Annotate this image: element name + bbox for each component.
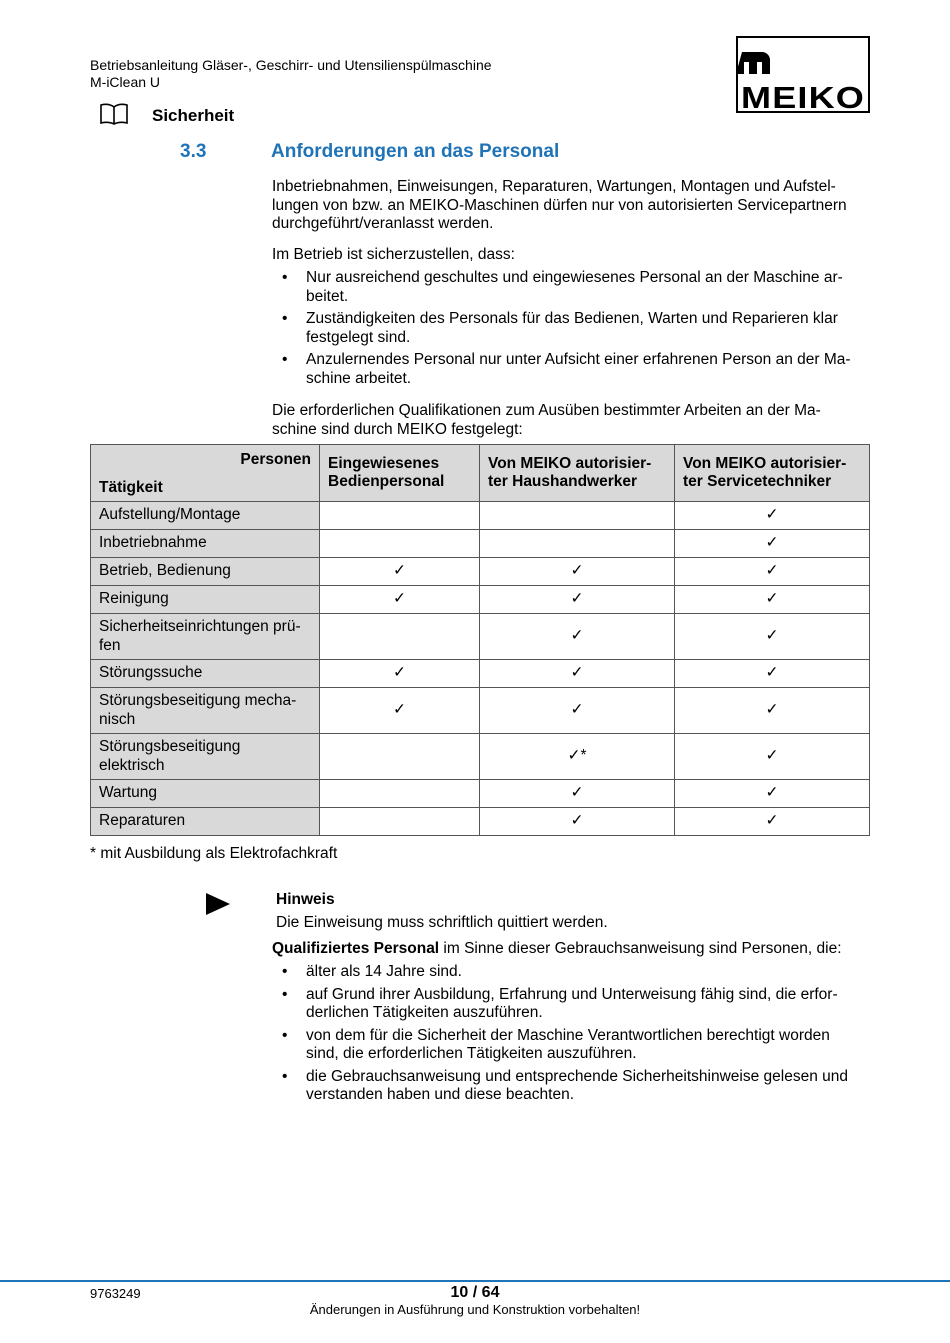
- note-title: Hinweis: [276, 891, 335, 908]
- qualification-cell: ✓*: [480, 734, 675, 780]
- note-text: Die Einweisung muss schriftlich quittiert werden.: [276, 914, 608, 931]
- qualification-cell: ✓: [320, 660, 480, 688]
- qualification-cell: ✓: [675, 614, 870, 660]
- list-item: • auf Grund ihrer Ausbildung, Erfahrung und Unterweisung fähig sind, die erfor- derlichen Tätigkeiten auszuführen.: [282, 985, 838, 1021]
- qualification-cell: ✓: [320, 688, 480, 734]
- table-row: [91, 530, 870, 558]
- qualification-cell: [320, 808, 480, 836]
- list-item: • Anzulernendes Personal nur unter Aufsicht einer erfahrenen Person an der Ma- schine arbeitet.: [282, 351, 851, 387]
- table-row: [91, 614, 870, 660]
- activity-cell: Störungsbeseitigung elektrisch: [91, 734, 320, 780]
- qualified-list: [272, 963, 872, 1109]
- qualification-cell: ✓: [675, 688, 870, 734]
- header-taetigkeit: Tätigkeit: [99, 478, 163, 496]
- table-row: [91, 502, 870, 530]
- footer-disclaimer: Änderungen in Ausführung und Konstruktion vorbehalten!: [309, 1302, 641, 1317]
- column-header: Von MEIKO autorisier- ter Haushandwerker: [480, 445, 675, 502]
- note-arrow-icon: [205, 892, 231, 921]
- qualification-cell: ✓: [320, 586, 480, 614]
- qualification-cell: ✓: [480, 808, 675, 836]
- qualification-cell: ✓: [675, 530, 870, 558]
- activity-cell: Reinigung: [91, 586, 320, 614]
- qualified-lead: [272, 940, 842, 959]
- table-row: [91, 586, 870, 614]
- activity-cell: Inbetriebnahme: [91, 530, 320, 558]
- chapter-number: 3.3: [180, 141, 207, 162]
- qualification-cell: [480, 530, 675, 558]
- qualification-cell: ✓: [675, 558, 870, 586]
- table-row: [91, 660, 870, 688]
- quali-lead: Die erforderlichen Qualifikationen zum Ausüben bestimmter Arbeiten an der Ma- schine sind durch MEIKO festgelegt:: [272, 402, 821, 438]
- table-row: [91, 780, 870, 808]
- meiko-logo: [736, 36, 870, 113]
- column-header: Von MEIKO autorisier- ter Servicetechniker: [675, 445, 870, 502]
- betrieb-list: [272, 269, 872, 392]
- intro-line: durchgeführt/veranlasst werden.: [272, 215, 494, 232]
- qualification-cell: ✓: [480, 780, 675, 808]
- qualification-cell: ✓: [675, 780, 870, 808]
- intro-line: lungen von bzw. an MEIKO-Maschinen dürfen nur von autorisierten Servicepartnern: [272, 196, 847, 214]
- qualification-cell: ✓: [675, 660, 870, 688]
- qualification-cell: ✓: [320, 558, 480, 586]
- qualification-cell: [480, 502, 675, 530]
- activity-cell: Sicherheitseinrichtungen prü- fen: [91, 614, 320, 660]
- table-row: [91, 808, 870, 836]
- qualification-cell: ✓: [480, 586, 675, 614]
- table-row: [91, 558, 870, 586]
- qualification-cell: ✓: [480, 688, 675, 734]
- qualified-term: Qualifiziertes Personal: [272, 940, 440, 957]
- activity-cell: Aufstellung/Montage: [91, 502, 320, 530]
- qualification-table: [90, 444, 870, 836]
- meiko-logo-mark: [738, 38, 868, 111]
- section-heading: Sicherheit: [152, 106, 235, 125]
- activity-cell: Störungssuche: [91, 660, 320, 688]
- activity-cell: Störungsbeseitigung mecha- nisch: [91, 688, 320, 734]
- qualification-cell: [320, 780, 480, 808]
- intro-line: Inbetriebnahmen, Einweisungen, Reparaturen, Wartungen, Montagen und Aufstel-: [272, 178, 836, 195]
- activity-cell: Betrieb, Bedienung: [91, 558, 320, 586]
- page-number: 10 / 64: [450, 1284, 500, 1301]
- list-item: • von dem für die Sicherheit der Maschine Verantwortlichen berechtigt worden sind, die erforderlichen Tätigkeiten auszuführen.: [282, 1026, 830, 1062]
- table-corner-header: [91, 445, 320, 502]
- book-icon: [100, 103, 128, 130]
- list-item: • Zuständigkeiten des Personals für das Bedienen, Warten und Reparieren klar festgelegt sind.: [282, 310, 838, 346]
- doc-number: 9763249: [90, 1286, 141, 1301]
- list-item: • die Gebrauchsanweisung und entsprechende Sicherheitshinweise gelesen und verstanden haben und diese beachten.: [282, 1067, 849, 1103]
- column-header: Eingewiesenes Bedienpersonal: [320, 445, 480, 502]
- qualification-cell: ✓: [675, 586, 870, 614]
- header-personen: Personen: [240, 451, 311, 468]
- qualification-cell: ✓: [675, 734, 870, 780]
- qualification-cell: [320, 614, 480, 660]
- qualification-cell: [320, 530, 480, 558]
- document-title: Betriebsanleitung Gläser-, Geschirr- und Utensilienspülmaschine: [90, 57, 492, 73]
- activity-cell: Reparaturen: [91, 808, 320, 836]
- list-item: • Nur ausreichend geschultes und eingewiesenes Personal an der Maschine ar- beitet.: [282, 269, 843, 305]
- intro-paragraph: [272, 178, 872, 234]
- betrieb-lead: Im Betrieb ist sicherzustellen, dass:: [272, 246, 515, 263]
- table-footnote: * mit Ausbildung als Elektrofachkraft: [90, 845, 338, 862]
- qualification-cell: ✓: [480, 614, 675, 660]
- model-name: M-iClean U: [90, 74, 161, 90]
- chapter-title: Anforderungen an das Personal: [271, 141, 560, 162]
- qualified-rest: im Sinne dieser Gebrauchsanweisung sind Personen, die:: [439, 940, 842, 957]
- list-item: • älter als 14 Jahre sind.: [282, 963, 462, 980]
- svg-text:MEIKO: MEIKO: [741, 80, 865, 111]
- qualification-cell: ✓: [675, 808, 870, 836]
- qualification-cell: ✓: [480, 558, 675, 586]
- table-row: [91, 734, 870, 780]
- qualification-cell: ✓: [480, 660, 675, 688]
- qualification-cell: [320, 502, 480, 530]
- activity-cell: Wartung: [91, 780, 320, 808]
- qualification-cell: [320, 734, 480, 780]
- table-row: [91, 688, 870, 734]
- qualification-cell: ✓: [675, 502, 870, 530]
- footer-divider: [0, 1280, 950, 1282]
